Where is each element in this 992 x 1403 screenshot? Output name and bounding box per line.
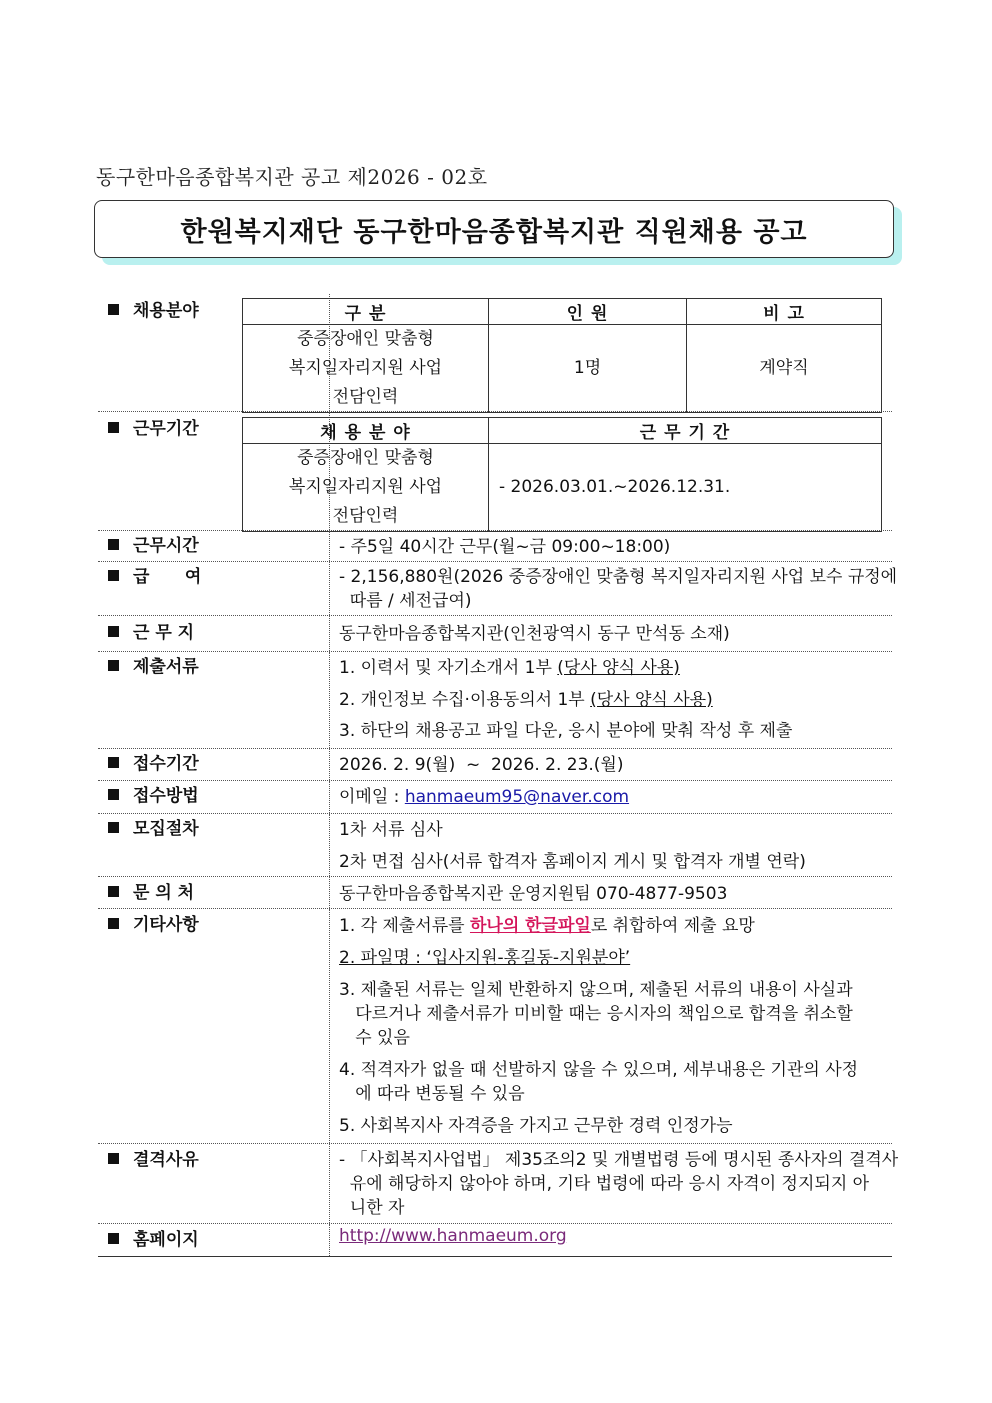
- section-label: 근 무 지: [133, 623, 195, 643]
- disqualify-line: - 「사회복지사업법」 제35조의2 및 개별법령 등에 명시된 종사자의 결격사: [339, 1150, 899, 1170]
- table-cell: 1명: [489, 325, 687, 413]
- section-period: [98, 412, 892, 531]
- salary-line: 따름 / 세전급여): [339, 591, 472, 611]
- procedure-line: 2차 면접 심사(서류 합격자 홈페이지 게시 및 합격자 개별 연락): [339, 852, 806, 872]
- bullet-square-icon: [108, 822, 119, 833]
- location-text: 동구한마음종합복지관(인천광역시 동구 만석동 소재): [339, 624, 730, 644]
- table-cell: 중증장애인 맞춤형 복지일자리지원 사업 전담인력: [243, 325, 489, 413]
- bullet-square-icon: [108, 539, 119, 550]
- bullet-square-icon: [108, 918, 119, 929]
- etc-item: 5. 사회복지사 자격증을 가지고 근무한 경력 인정가능: [339, 1116, 733, 1136]
- section-label: 모집절차: [133, 819, 199, 839]
- etc-item: 2. 파일명 : ‘입사지원-홍길동-지원분야’: [339, 948, 631, 968]
- page-title: 한원복지재단 동구한마음종합복지관 직원채용 공고: [94, 200, 894, 258]
- bullet-square-icon: [108, 789, 119, 800]
- section-label: 문 의 처: [133, 883, 195, 903]
- section-contact: [98, 877, 892, 909]
- section-label: 근무시간: [133, 536, 199, 556]
- section-location: [98, 616, 892, 652]
- document-item: 1. 이력서 및 자기소개서 1부 (당사 양식 사용): [339, 658, 680, 678]
- etc-item: 4. 적격자가 없을 때 선발하지 않을 수 있으며, 세부내용은 기관의 사정: [339, 1060, 859, 1080]
- bullet-square-icon: [108, 304, 119, 315]
- table-header: 채 용 분 야: [243, 418, 489, 444]
- highlight-text: 하나의 한글파일: [469, 916, 591, 936]
- disqualify-line: 니한 자: [339, 1198, 405, 1218]
- field-table: [242, 298, 882, 413]
- bullet-square-icon: [108, 757, 119, 768]
- section-label: 접수방법: [133, 786, 199, 806]
- section-field: [98, 294, 892, 412]
- section-label: 제출서류: [133, 657, 199, 677]
- section-documents: [98, 652, 892, 749]
- document-item: 3. 하단의 채용공고 파일 다운, 응시 분야에 맞춰 작성 후 제출: [339, 721, 793, 741]
- section-etc: [98, 909, 892, 1144]
- deadline-text: 2026. 2. 9(월) ~ 2026. 2. 23.(월): [339, 755, 624, 775]
- table-header: 비 고: [687, 299, 882, 325]
- etc-item: 3. 제출된 서류는 일체 반환하지 않으며, 제출된 서류의 내용이 사실과: [339, 980, 853, 1000]
- hours-text: - 주5일 40시간 근무(월~금 09:00~18:00): [339, 537, 671, 557]
- bullet-square-icon: [108, 422, 119, 433]
- section-salary: [98, 562, 898, 616]
- section-procedure: [98, 814, 892, 877]
- bullet-square-icon: [108, 660, 119, 671]
- bullet-square-icon: [108, 570, 119, 581]
- table-cell: 중증장애인 맞춤형 복지일자리지원 사업 전담인력: [243, 444, 489, 532]
- salary-line: - 2,156,880원(2026 중증장애인 맞춤형 복지일자리지원 사업 보수 규정에: [339, 567, 898, 587]
- contact-text: 동구한마음종합복지관 운영지원팀 070-4877-9503: [339, 884, 728, 904]
- section-label: 근무기간: [133, 419, 199, 439]
- table-bottom-border: [98, 1256, 892, 1257]
- bullet-square-icon: [108, 886, 119, 897]
- document-item: 2. 개인정보 수집·이용동의서 1부 (당사 양식 사용): [339, 690, 713, 710]
- section-label: 접수기간: [133, 754, 199, 774]
- section-label: 결격사유: [133, 1150, 199, 1170]
- table-header: 근 무 기 간: [489, 418, 882, 444]
- section-label: 기타사항: [133, 915, 199, 935]
- etc-item: 에 따라 변동될 수 있음: [339, 1084, 525, 1104]
- table-header: 인 원: [489, 299, 687, 325]
- etc-item: 수 있음: [339, 1028, 410, 1048]
- table-cell: - 2026.03.01.~2026.12.31.: [489, 444, 882, 532]
- period-table: [242, 417, 882, 532]
- bullet-square-icon: [108, 1233, 119, 1244]
- section-homepage: [98, 1224, 892, 1256]
- section-label: 급 여: [133, 567, 202, 587]
- disqualify-line: 유에 해당하지 않아야 하며, 기타 법령에 따라 응시 자격이 정지되지 아: [339, 1174, 870, 1194]
- procedure-line: 1차 서류 심사: [339, 820, 443, 840]
- bullet-square-icon: [108, 1153, 119, 1164]
- homepage-link[interactable]: http://www.hanmaeum.org: [339, 1226, 567, 1246]
- etc-item: 1. 각 제출서류를 하나의 한글파일로 취합하여 제출 요망: [339, 916, 755, 936]
- section-deadline: [98, 749, 892, 781]
- bullet-square-icon: [108, 626, 119, 637]
- table-header: 구 분: [243, 299, 489, 325]
- section-disqualify: [98, 1144, 899, 1224]
- section-label: 홈페이지: [133, 1230, 199, 1250]
- section-hours: [98, 531, 892, 562]
- section-label: 채용분야: [133, 301, 199, 321]
- notice-number: 동구한마음종합복지관 공고 제2026 - 02호: [96, 165, 488, 189]
- section-method: 접수방법 이메일 : hanmaeum95@naver.com: [98, 781, 892, 814]
- etc-item: 다르거나 제출서류가 미비할 때는 응시자의 책임으로 합격을 취소할: [339, 1004, 853, 1024]
- email-link[interactable]: hanmaeum95@naver.com: [404, 787, 630, 807]
- table-cell: 계약직: [687, 325, 882, 413]
